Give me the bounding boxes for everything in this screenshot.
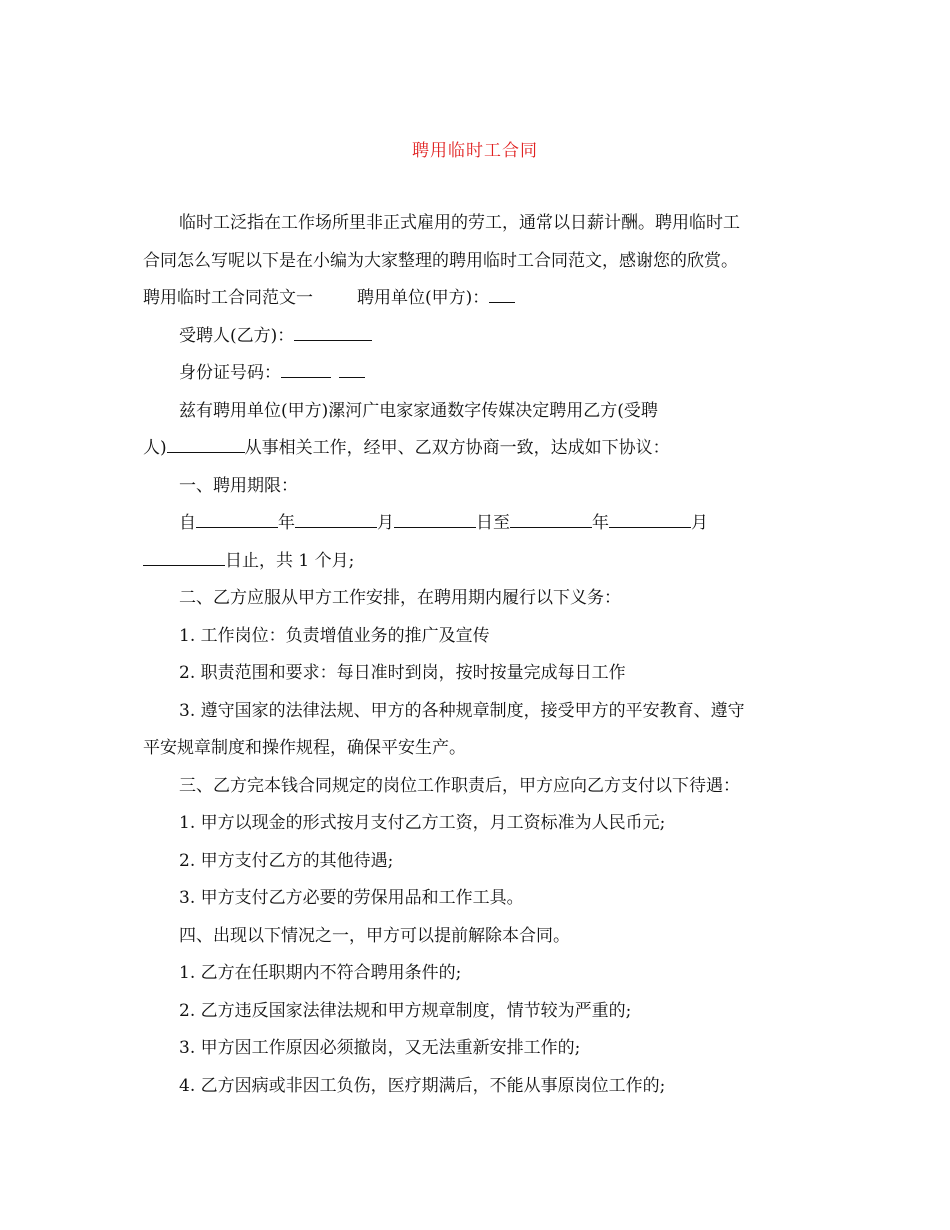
s1-year2: 年 bbox=[592, 513, 609, 533]
preamble-blank bbox=[167, 451, 245, 453]
intro-paragraph-line2: 合同怎么写呢以下是在小编为大家整理的聘用临时工合同范文，感谢您的欣赏。 bbox=[143, 250, 738, 271]
section4-item4: 4. 乙方因病或非因工负伤，医疗期满后，不能从事原岗位工作的; bbox=[179, 1075, 666, 1096]
section1-date-line bbox=[143, 505, 808, 543]
id-line bbox=[143, 355, 808, 393]
employer-blank bbox=[489, 301, 515, 303]
sample-title-line bbox=[143, 280, 808, 318]
employer-label: 聘用单位(甲方)： bbox=[357, 288, 490, 308]
preamble-line1: 兹有聘用单位(甲方)漯河广电家家通数字传媒决定聘用乙方(受聘 bbox=[179, 400, 658, 421]
s1-blank-day2 bbox=[143, 564, 225, 566]
s1-blank-year2 bbox=[510, 526, 592, 528]
section4-heading: 四、出现以下情况之一，甲方可以提前解除本合同。 bbox=[179, 925, 570, 946]
section2-heading: 二、乙方应服从甲方工作安排，在聘用期内履行以下义务： bbox=[179, 588, 621, 608]
s1-blank-month2 bbox=[609, 526, 691, 528]
section2-item3-line1: 3. 遵守国家的法律法规、甲方的各种规章制度，接受甲方的平安教育、遵守 bbox=[179, 700, 745, 721]
section4-item1: 1. 乙方在任职期内不符合聘用条件的; bbox=[179, 963, 462, 983]
section2-item1: 1. 工作岗位：负责增值业务的推广及宣传 bbox=[179, 625, 490, 646]
s1-end: 日止，共 1 个月; bbox=[225, 550, 355, 571]
id-blank-2 bbox=[339, 376, 365, 378]
preamble-line2 bbox=[143, 430, 808, 468]
section4-item3: 3. 甲方因工作原因必须撤岗，又无法重新安排工作的; bbox=[179, 1038, 581, 1058]
preamble-start: 人) bbox=[143, 438, 167, 458]
s1-month1: 月 bbox=[377, 513, 394, 533]
employee-line bbox=[143, 318, 808, 356]
s1-year1: 年 bbox=[278, 513, 295, 533]
s1-day-to: 日至 bbox=[476, 513, 510, 533]
preamble-end: 从事相关工作，经甲、乙双方协商一致，达成如下协议： bbox=[244, 438, 670, 458]
s1-blank-year1 bbox=[196, 526, 278, 528]
id-blank-1 bbox=[281, 376, 331, 378]
section3-item3: 3. 甲方支付乙方必要的劳保用品和工作工具。 bbox=[179, 888, 524, 908]
s1-blank-day1 bbox=[394, 526, 476, 528]
section4-item2: 2. 乙方违反国家法律法规和甲方规章制度，情节较为严重的; bbox=[179, 1000, 632, 1021]
document-body bbox=[143, 205, 808, 1105]
s1-from: 自 bbox=[179, 513, 196, 533]
s1-month2: 月 bbox=[691, 513, 708, 533]
section3-heading: 三、乙方完本钱合同规定的岗位工作职责后，甲方应向乙方支付以下待遇： bbox=[179, 775, 740, 796]
section2-item2: 2. 职责范围和要求：每日准时到岗，按时按量完成每日工作 bbox=[179, 663, 626, 683]
employee-label: 受聘人(乙方)： bbox=[179, 325, 295, 346]
intro-paragraph-line1: 临时工泛指在工作场所里非正式雇用的劳工，通常以日薪计酬。聘用临时工 bbox=[179, 213, 740, 233]
section3-item1: 1. 甲方以现金的形式按月支付乙方工资，月工资标准为人民币元; bbox=[179, 813, 666, 833]
section2-item3-line2: 平安规章制度和操作规程，确保平安生产。 bbox=[143, 738, 466, 758]
section1-end-line bbox=[143, 543, 808, 581]
s1-blank-month1 bbox=[295, 526, 377, 528]
document-title: 聘用临时工合同 bbox=[412, 141, 538, 161]
sample-title: 聘用临时工合同范文一 bbox=[143, 288, 313, 308]
id-label: 身份证号码： bbox=[179, 363, 281, 383]
section1-heading: 一、聘用期限： bbox=[179, 475, 298, 496]
section3-item2: 2. 甲方支付乙方的其他待遇; bbox=[179, 850, 394, 871]
employee-blank bbox=[294, 339, 372, 341]
